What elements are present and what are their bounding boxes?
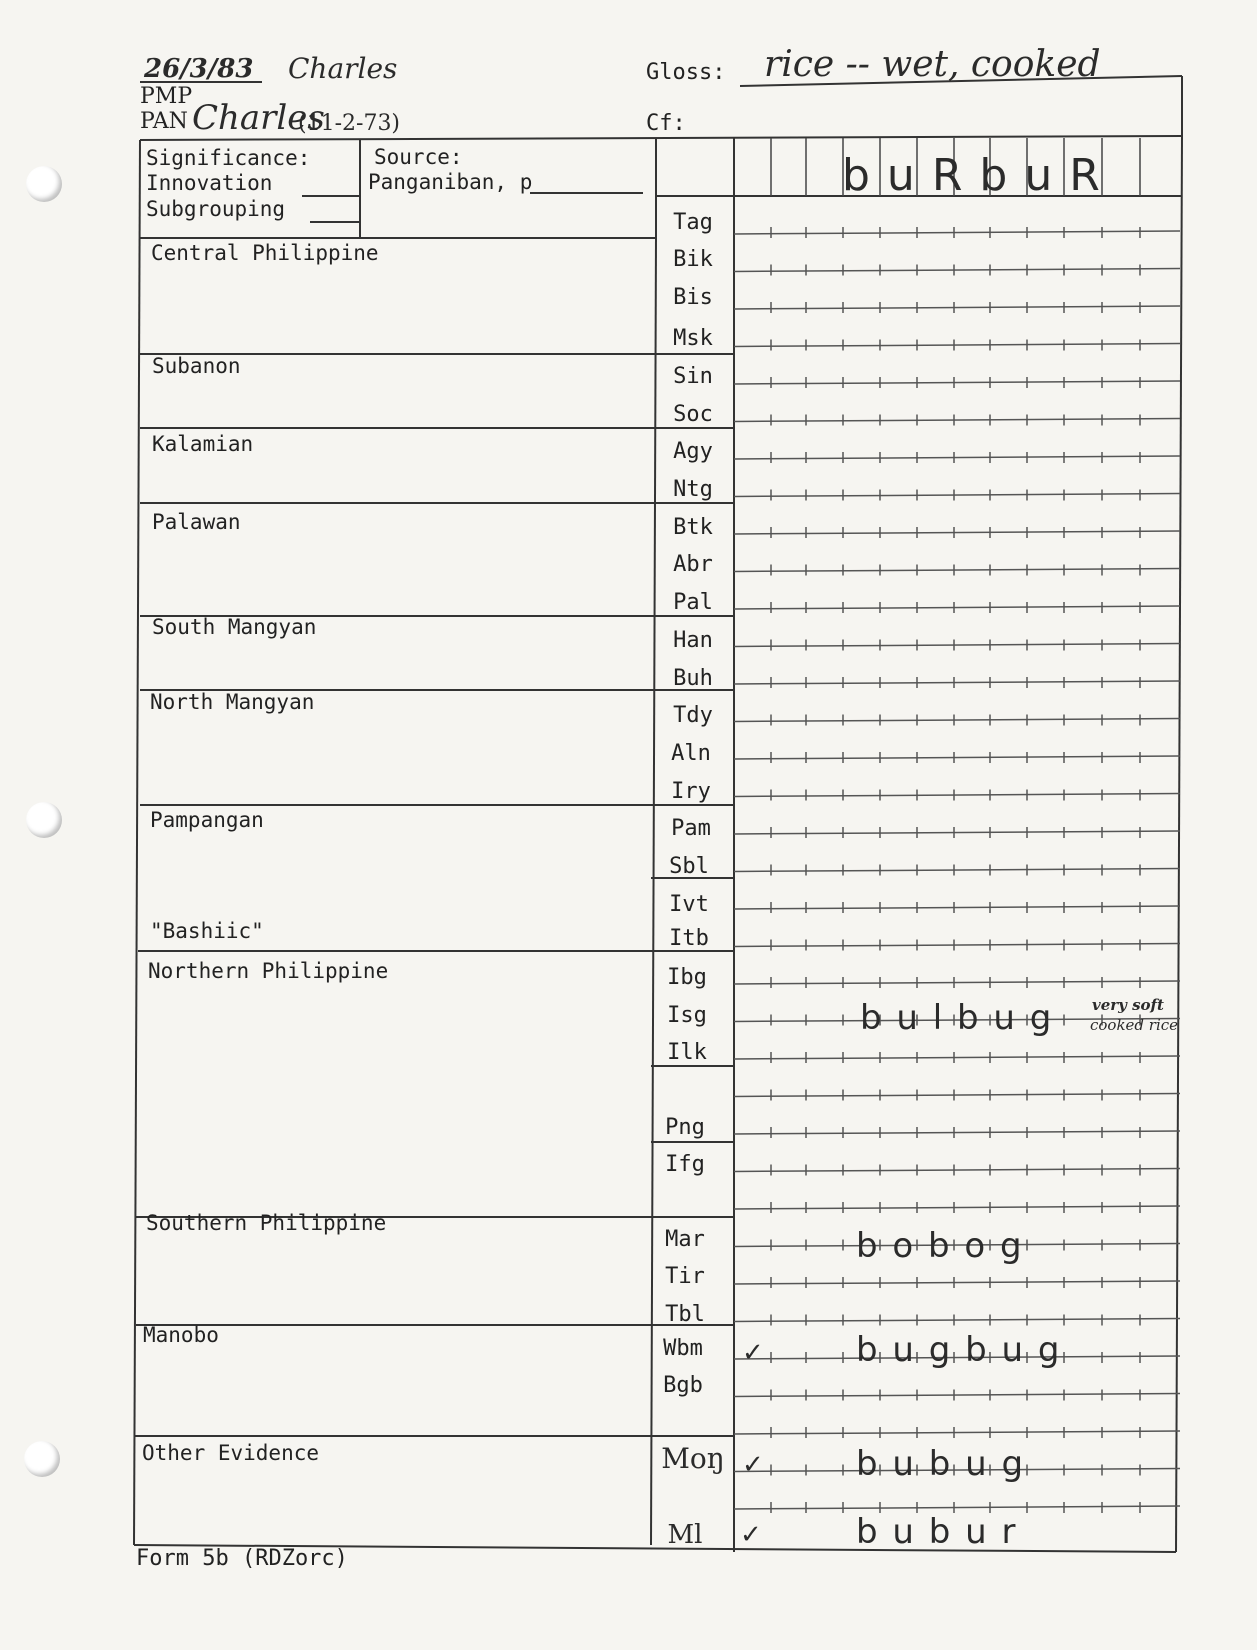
group-palawan: Palawan [152,510,241,534]
lang-code: Ilk [667,1040,707,1065]
entry-mon-form: b u b u g [856,1444,1026,1484]
lang-code: Tbl [665,1302,705,1327]
group-southern-philippine: Southern Philippine [146,1211,387,1235]
group-south-mangyan: South Mangyan [152,615,317,639]
cf-label: Cf: [646,111,686,136]
group-bashiic: "Bashiic" [150,919,264,943]
lang-code: Tdy [673,703,713,728]
lang-code: Sin [673,364,713,389]
entry-mon-check: ✓ [742,1450,764,1480]
lang-code: Agy [673,439,713,464]
entry-wbm-form: b u g b u g [856,1330,1062,1370]
lang-code: Btk [673,515,713,540]
form-footer: Form 5b (RDZorc) [136,1546,348,1571]
lang-code: Bik [673,247,713,272]
lang-code: Han [673,628,713,653]
lang-code: Ibg [667,965,707,990]
entry-ml-check: ✓ [740,1520,762,1550]
lang-code: Tir [665,1264,705,1289]
entry-isg-note-2: cooked rice [1090,1016,1179,1034]
lang-code: Sbl [669,854,709,879]
lang-code: Iry [671,779,711,804]
entry-ml-form: b u b u r [856,1512,1018,1552]
pmp-label: PMP [140,84,193,109]
pan-date: (11-2-73) [298,111,401,136]
lang-code: Soc [673,402,713,427]
group-manobo: Manobo [143,1323,219,1347]
group-kalamian: Kalamian [152,432,254,456]
lang-code: Ivt [669,892,709,917]
lang-code: Moŋ [661,1442,725,1475]
gloss-label: Gloss: [646,60,726,85]
subgrouping-label: Subgrouping [146,197,286,221]
group-central-philippine: Central Philippine [151,241,379,265]
lang-code: Wbm [663,1336,703,1361]
lang-code: Itb [669,926,709,951]
lang-code: Isg [667,1003,707,1028]
group-other-evidence: Other Evidence [142,1441,320,1465]
entry-isg-note-1: very soft [1092,996,1164,1014]
group-northern-philippine: Northern Philippine [148,959,389,983]
entry-isg-form: b u l b u g [860,998,1054,1038]
group-north-mangyan: North Mangyan [150,690,315,714]
entry-mar-form: b o b o g [856,1226,1024,1266]
lang-code: Pam [671,816,711,841]
lang-code: Buh [673,666,713,691]
pan-label: PAN [140,109,188,134]
lang-code: Abr [673,552,713,577]
lang-code: Ifg [665,1152,705,1177]
lang-code: Bis [673,285,713,310]
group-subanon: Subanon [152,354,241,378]
significance-label: Significance: [146,146,311,170]
lang-code: Ntg [673,477,713,502]
entry-wbm-check: ✓ [742,1338,764,1368]
source-value: Panganiban, p [368,170,533,194]
header-initials: Charles [288,52,398,85]
lang-code: Pal [673,590,713,615]
innovation-label: Innovation [146,171,273,195]
group-pampangan: Pampangan [150,808,264,832]
lang-code: Aln [671,741,711,766]
source-label: Source: [374,145,463,169]
lang-code: Msk [673,326,713,351]
header-date: 26/3/83 [144,54,254,84]
pan-initials: Charles [192,98,325,138]
lang-code: Ml [667,1520,703,1550]
proto-form: buRbuR [842,150,1117,201]
gloss-value: rice -- wet, cooked [764,44,1101,85]
lang-code: Png [665,1115,705,1140]
lang-code: Bgb [663,1373,703,1398]
lang-code: Tag [673,210,713,235]
lang-code: Mar [665,1227,705,1252]
